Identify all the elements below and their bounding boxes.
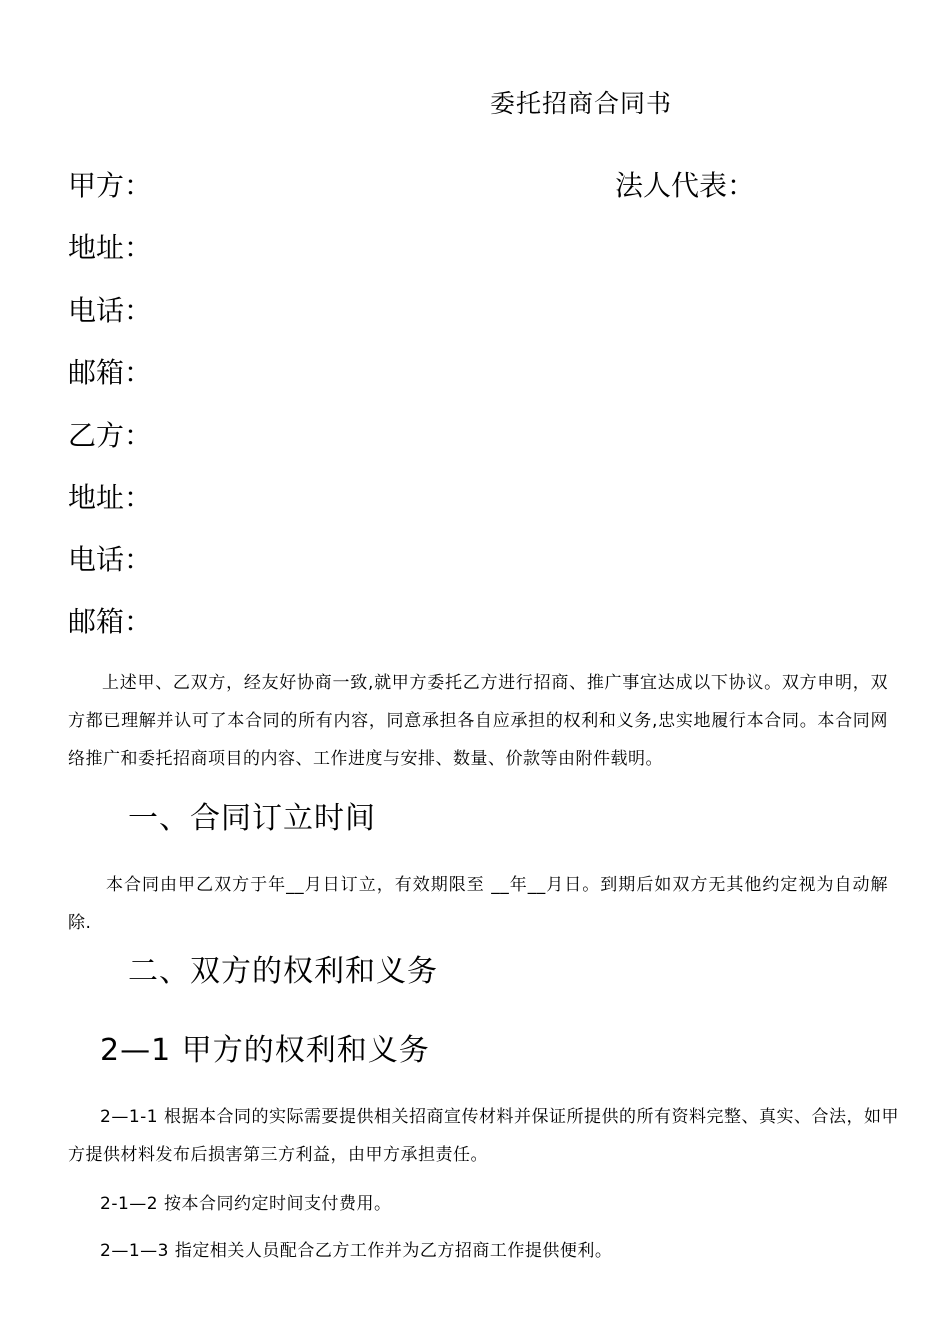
party-b-address-label: 地址： [68, 481, 153, 514]
clause-2-1-2: 2-1—2 按本合同约定时间支付费用。 [100, 1194, 392, 1214]
party-a-label: 甲方： [68, 169, 153, 202]
section1-body: 本合同由甲乙双方于年__月日订立，有效期限至 __年__月日。到期后如双方无其他约定视为自动解除. [68, 875, 888, 933]
party-b-phone-label: 电话： [68, 543, 153, 576]
clause-2-1-3: 2—1—3 指定相关人员配合乙方工作并为乙方招商工作提供便利。 [100, 1241, 613, 1261]
document-title: 委托招商合同书 [490, 89, 673, 118]
party-b-email-label: 邮箱： [68, 605, 153, 638]
section2-heading: 二、双方的权利和义务 [128, 954, 438, 989]
subsection-2-1-heading: 2—1 甲方的权利和义务 [100, 1033, 430, 1068]
party-a-phone-label: 电话： [68, 294, 153, 327]
intro-paragraph: 上述甲、乙双方，经友好协商一致,就甲方委托乙方进行招商、推广事宜达成以下协议。双方申明，双方都已理解并认可了本合同的所有内容，同意承担各自应承担的权利和义务,忠实地履行本合同。本合同网络推广和委托招商项目的内容、工作进度与安排、数量、价款等由附件载明。 [68, 673, 888, 769]
legal-rep-label: 法人代表： [615, 169, 756, 202]
party-b-label: 乙方： [68, 419, 153, 452]
party-a-address-label: 地址： [68, 231, 153, 264]
section1-heading: 一、合同订立时间 [128, 801, 376, 836]
party-a-email-label: 邮箱： [68, 356, 153, 389]
clause-2-1-1: 2—1-1 根据本合同的实际需要提供相关招商宣传材料并保证所提供的所有资料完整、真实、合法，如甲方提供材料发布后损害第三方利益，由甲方承担责任。 [68, 1107, 899, 1165]
